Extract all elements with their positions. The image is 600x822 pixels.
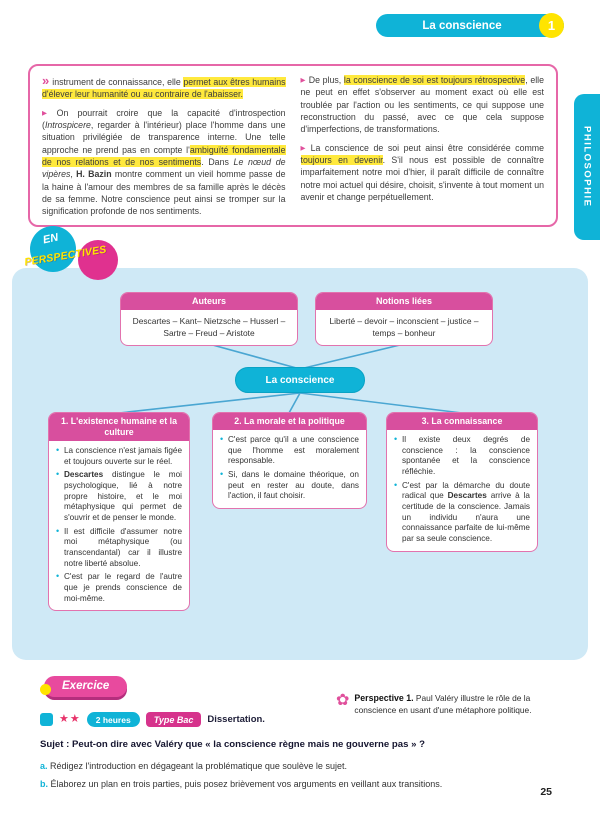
chapter-number: 1: [547, 18, 556, 33]
paragraph-bullet-icon: ▶: [300, 77, 306, 84]
exercise-badge-label: Exercice: [62, 680, 110, 692]
list-item-text: C'est par la démarche du doute radical que Descartes arrive à la certitude de la conscience. Jamais un individu n'aura une connaissance parfaite de lui-même par sa seule conscience.: [402, 480, 530, 543]
mindmap-list-item: [56, 527, 182, 570]
mindmap-list-item: [394, 481, 530, 545]
question-text: Élaborez un plan en trois parties, puis posez brièvement vos arguments en veillant aux transitions.: [50, 779, 443, 789]
mindmap-column-morale: [212, 412, 367, 509]
mindmap-list-item: [56, 446, 182, 467]
list-bullet-icon: •: [394, 433, 398, 444]
list-bullet-icon: •: [56, 525, 60, 536]
list-item-text: C'est parce qu'il a une conscience que l'homme est moralement responsable.: [228, 434, 359, 466]
perspective-title: Perspective 1.: [354, 693, 414, 703]
mindmap-panel: [12, 268, 588, 660]
mindmap-column-connaissance: [386, 412, 538, 552]
mindmap-central-node: La conscience: [235, 367, 365, 393]
paragraph-text: instrument de connaissance, elle permet aux êtres humains d'élever leur humanité ou au contraire de l'abaisser.: [42, 77, 286, 100]
difficulty-stars-icon: ★★: [59, 713, 81, 725]
question-text: Rédigez l'introduction en dégageant la problématique que soulève le sujet.: [50, 761, 347, 771]
question-label: a.: [40, 761, 48, 771]
paragraph-text: On pourrait croire que la capacité d'introspection (Introspicere, regarder à l'intérieur) place l'homme dans une situation privilégiée de transparence interne. Une telle approche ne prend pas en compte l'ambiguïté fondamentale de nos relations et de nos sentiments. Dans Le nœud de vipères, H. Bazin montre comment un vieil homme passe de la haine à l'amour des membres de sa famille après le décès de sa femme. Notre conscience peut ainsi se tromper sur la signification profonde de nos sentiments.: [42, 107, 286, 217]
column-title: 2. La morale et la politique: [213, 413, 366, 430]
column-item-list: [213, 430, 366, 508]
mindmap-list-item: [56, 572, 182, 604]
badge-en-label: EN: [41, 231, 60, 247]
chapter-header-bar: [376, 14, 564, 37]
list-item-text: La conscience n'est jamais figée et toujours ouverte sur le réel.: [64, 445, 182, 466]
paragraph-text: La conscience de soi peut ainsi être considérée comme toujours en devenir. S'il nous est possible de connaître imparfaitement notre moi d'hier, il paraît difficile de connaître notre moi actuel qui désire, choisit, s'invente à tout moment un avenir et change perpétuellement.: [300, 142, 545, 202]
perspective-text-block: [354, 692, 572, 717]
list-bullet-icon: •: [56, 469, 60, 480]
exercise-subject: Sujet : Peut-on dire avec Valéry que « la conscience règne mais ne gouverne pas » ?: [40, 739, 425, 750]
lesson-paragraph: [42, 74, 286, 101]
exercise-badge: [44, 676, 127, 697]
subject-label: PHILOSOPHIE: [581, 126, 593, 208]
column-title: 1. L'existence humaine et la culture: [49, 413, 189, 441]
exercise-meta-row: [40, 712, 265, 727]
exercise-question-b: [40, 779, 570, 789]
perspective-note: [336, 692, 572, 717]
en-perspectives-badge: [24, 226, 130, 284]
lesson-paragraph: [42, 107, 286, 218]
list-bullet-icon: •: [56, 444, 60, 455]
mindmap-list-item: [220, 470, 359, 502]
list-item-text: Il existe deux degrés de conscience : la conscience spontanée et la conscience réfléchie.: [402, 434, 530, 476]
column-item-list: [387, 430, 537, 551]
list-bullet-icon: •: [56, 571, 60, 582]
yellow-dot-icon: [40, 684, 51, 695]
column-title: 3. La connaissance: [387, 413, 537, 430]
notions-content: Liberté – devoir – inconscient – justice – temps – bonheur: [329, 316, 479, 339]
flower-icon: ✿: [336, 692, 350, 709]
list-item-text: C'est par le regard de l'autre que je prends conscience de moi-même.: [64, 572, 182, 603]
perspective-text: Paul Valéry illustre le rôle de la conscience en usant d'une métaphore politique.: [354, 693, 532, 715]
auteurs-content: Descartes – Kant– Nietzsche – Husserl –Sartre – Freud – Aristote: [132, 316, 286, 339]
mindmap-list-item: [220, 435, 359, 467]
list-item-text: Si, dans le domaine théorique, on peut en rester au doute, dans l'action, il faut choisir.: [228, 469, 359, 501]
mindmap-auteurs-box: [120, 292, 298, 346]
exercise-type-label: Dissertation.: [207, 714, 265, 725]
list-bullet-icon: •: [394, 479, 398, 490]
mindmap-list-item: [56, 470, 182, 523]
list-bullet-icon: •: [220, 468, 224, 479]
continuation-icon: »: [42, 73, 50, 88]
exercise-question-a: [40, 761, 570, 771]
subject-side-tab: [574, 94, 600, 240]
exercise-marker-icon: [40, 713, 53, 726]
list-bullet-icon: •: [220, 433, 224, 444]
auteurs-header: Auteurs: [121, 293, 297, 310]
page-number: 25: [540, 786, 552, 798]
paragraph-text: De plus, la conscience de soi est toujours rétrospective, elle ne peut en effet s'observer au moment exact où elle est troublée par l'action ou les sentiments, ce qui suppose une reconstruction du passé, avec ce que cela suppose d'imperfections, de transformations.: [300, 75, 545, 135]
type-bac-badge: Type Bac: [146, 712, 202, 727]
column-item-list: [49, 441, 189, 610]
mindmap-list-item: [394, 435, 530, 478]
lesson-paragraph: [301, 74, 545, 136]
badge-perspectives-label: PERSPECTIVES: [23, 243, 108, 269]
lesson-left-column: [42, 74, 286, 217]
duration-badge: 2 heures: [87, 712, 140, 727]
question-label: b.: [40, 779, 48, 789]
lesson-text-box: [28, 64, 558, 227]
mindmap-column-existence: [48, 412, 190, 611]
list-item-text: Il est difficile d'assumer notre moi métaphysique (ou transcendantal) car il illustre notre liberté absolue.: [64, 526, 182, 568]
paragraph-bullet-icon: ▶: [300, 144, 308, 152]
lesson-paragraph: [301, 142, 545, 204]
chapter-title: La conscience: [422, 19, 502, 32]
notions-header: Notions liées: [316, 293, 492, 310]
chapter-number-badge: [539, 13, 564, 38]
paragraph-bullet-icon: ▶: [42, 109, 54, 117]
lesson-right-column: [301, 74, 545, 217]
list-item-text: Descartes distingue le moi psychologique, lié à notre propre histoire, et le moi métaphysique qui permet de s'ouvrir et de penser le monde.: [64, 470, 182, 522]
mindmap-notions-box: [315, 292, 493, 346]
